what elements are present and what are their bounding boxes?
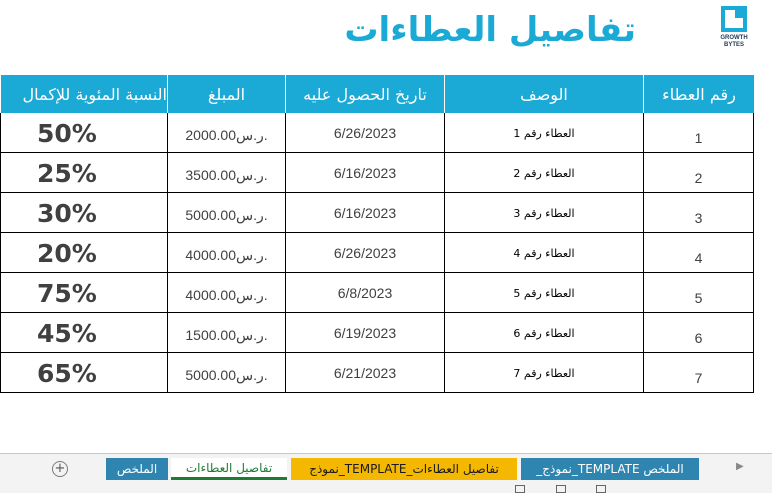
cell-date-obtained[interactable]: 6/16/2023 [285, 193, 444, 233]
table-row [0, 113, 754, 153]
cell-description[interactable]: العطاء رقم 1 [444, 113, 643, 153]
cell-completion-percent[interactable]: 50% [0, 113, 167, 153]
sheet-tab-bid-details[interactable]: تفاصيل العطاءات [171, 458, 287, 480]
add-sheet-button[interactable]: + [52, 461, 68, 477]
table-row [0, 233, 754, 273]
table-row [0, 273, 754, 313]
table-row [0, 193, 754, 233]
page-layout-view-icon[interactable] [556, 485, 566, 493]
cell-date-obtained[interactable]: 6/19/2023 [285, 313, 444, 353]
table-row [0, 353, 754, 393]
status-bar [0, 483, 772, 493]
cell-description[interactable]: العطاء رقم 4 [444, 233, 643, 273]
cell-description[interactable]: العطاء رقم 7 [444, 353, 643, 393]
cell-amount[interactable]: 4000.00ر.س. [167, 273, 285, 313]
column-header-date-obtained[interactable]: تاريخ الحصول عليه [285, 75, 444, 113]
cell-description[interactable]: العطاء رقم 6 [444, 313, 643, 353]
normal-view-icon[interactable] [515, 485, 525, 493]
column-header-completion-percent[interactable]: النسبة المئوية للإكمال [0, 75, 167, 113]
cell-date-obtained[interactable]: 6/26/2023 [285, 233, 444, 273]
page-title: تفاصيل العطاءات [344, 10, 636, 50]
table-row [0, 153, 754, 193]
cell-amount[interactable]: 2000.00ر.س. [167, 113, 285, 153]
column-header-bid-number[interactable]: رقم العطاء [643, 75, 754, 113]
logo-text [712, 35, 756, 49]
sheet-tab-template-summary[interactable]: الملخص TEMPLATE_نموذج_ [521, 458, 699, 480]
column-header-description[interactable]: الوصف [444, 75, 643, 113]
logo-dot-icon [735, 6, 747, 18]
sheet-tab-bar [0, 453, 772, 483]
cell-date-obtained[interactable]: 6/8/2023 [285, 273, 444, 313]
cell-amount[interactable]: 5000.00ر.س. [167, 353, 285, 393]
cell-amount[interactable]: 3500.00ر.س. [167, 153, 285, 193]
cell-bid-number[interactable]: 2 [643, 153, 754, 193]
cell-completion-percent[interactable]: 45% [0, 313, 167, 353]
cell-date-obtained[interactable]: 6/26/2023 [285, 113, 444, 153]
cell-date-obtained[interactable]: 6/16/2023 [285, 153, 444, 193]
cell-completion-percent[interactable]: 75% [0, 273, 167, 313]
cell-description[interactable]: العطاء رقم 5 [444, 273, 643, 313]
cell-completion-percent[interactable]: 30% [0, 193, 167, 233]
cell-bid-number[interactable]: 6 [643, 313, 754, 353]
cell-amount[interactable]: 4000.00ر.س. [167, 233, 285, 273]
cell-bid-number[interactable]: 7 [643, 353, 754, 393]
cell-bid-number[interactable]: 5 [643, 273, 754, 313]
cell-date-obtained[interactable]: 6/21/2023 [285, 353, 444, 393]
cell-description[interactable]: العطاء رقم 3 [444, 193, 643, 233]
cell-description[interactable]: العطاء رقم 2 [444, 153, 643, 193]
cell-amount[interactable]: 1500.00ر.س. [167, 313, 285, 353]
sheet-tab-template-details[interactable]: تفاصيل العطاءات_TEMPLATE_نموذج [291, 458, 517, 480]
cell-completion-percent[interactable]: 65% [0, 353, 167, 393]
logo-text-line-2: BYTES [723, 42, 744, 48]
table-row [0, 313, 754, 353]
scroll-tabs-right-icon[interactable]: ▶ [736, 461, 744, 472]
cell-completion-percent[interactable]: 25% [0, 153, 167, 193]
logo-text-line-1: GROWTH [720, 35, 748, 41]
growth-bytes-logo [712, 6, 756, 56]
cell-bid-number[interactable]: 3 [643, 193, 754, 233]
cell-amount[interactable]: 5000.00ر.س. [167, 193, 285, 233]
page-break-view-icon[interactable] [596, 485, 606, 493]
cell-bid-number[interactable]: 4 [643, 233, 754, 273]
sheet-tab-summary[interactable]: الملخص [106, 458, 168, 480]
cell-completion-percent[interactable]: 20% [0, 233, 167, 273]
cell-bid-number[interactable]: 1 [643, 113, 754, 153]
column-header-amount[interactable]: المبلغ [167, 75, 285, 113]
